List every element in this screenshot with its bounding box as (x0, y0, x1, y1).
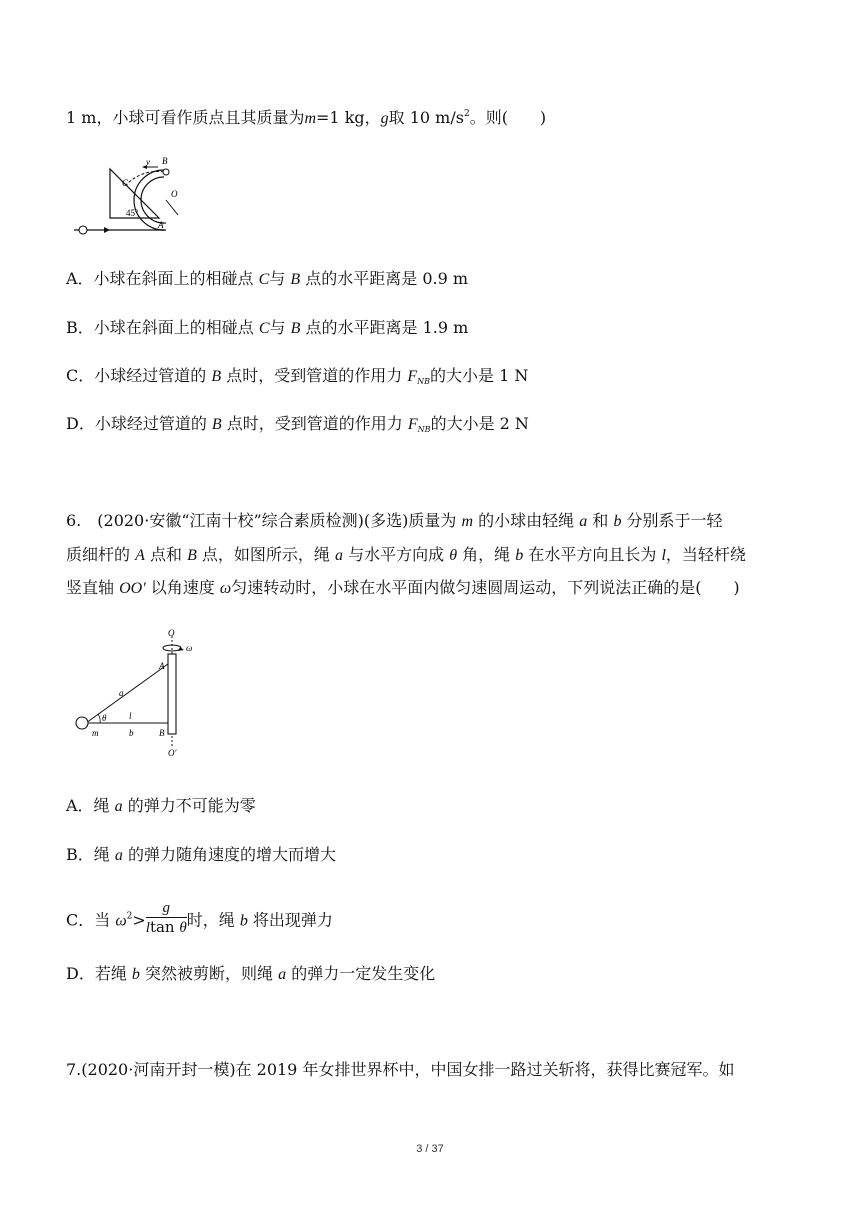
ball (79, 226, 87, 234)
fraction (146, 900, 187, 936)
var: B (290, 271, 301, 288)
q5-option-c (66, 366, 528, 392)
ball-at-B (163, 169, 169, 175)
text: A．小球在斜面上的相碰点 (66, 269, 259, 288)
page-number: 3 / 37 (416, 1143, 444, 1155)
var: A (135, 547, 145, 564)
text: 质细杆的 (66, 545, 136, 564)
text: 的大小是 2 N (430, 414, 529, 433)
var: b (239, 912, 248, 930)
q6-line-2 (66, 545, 746, 566)
label-B: B (162, 156, 168, 166)
text: 和 (587, 511, 614, 530)
label-v: v (146, 157, 150, 167)
label-B: B (159, 728, 165, 738)
text: 将出现弹力 (247, 910, 333, 930)
text: 竖直轴 (66, 578, 120, 597)
text: 1 m，小球可看作质点且其质量为 (66, 108, 305, 127)
var: b (515, 547, 524, 564)
var-m: m (304, 110, 317, 127)
label-A: A (159, 661, 165, 671)
label-O: O (168, 628, 175, 638)
var: C (258, 271, 270, 288)
var: F (407, 368, 418, 385)
subscript: NB (417, 425, 431, 434)
text: tan (149, 918, 175, 936)
var: a (335, 547, 344, 564)
q6-figure (72, 626, 212, 761)
var: B (187, 547, 197, 564)
rod (168, 654, 176, 734)
var: m (461, 513, 474, 530)
radius-line (166, 200, 178, 215)
text: 的弹力不可能为零 (122, 796, 256, 815)
angle-arc (98, 714, 100, 723)
label-theta: θ (102, 713, 107, 723)
var-g: g (380, 110, 389, 127)
q6-option-b (66, 845, 336, 866)
text: 与 (269, 269, 291, 288)
exponent: 2 (463, 109, 470, 119)
text: ，当轻杆绕 (665, 545, 746, 564)
text: 突然被剪断，则绳 (139, 964, 279, 983)
text: 6. (2020·安徽“江南十校”综合素质检测)(多选)质量为 (66, 511, 462, 530)
text: 分别系于一轻 (621, 511, 723, 530)
q6-line-3 (66, 578, 740, 599)
q5-intro-line (66, 104, 546, 129)
var: θ (179, 920, 187, 936)
text: 。则( ) (469, 108, 547, 127)
tube-inner (141, 177, 164, 223)
q5-option-a (66, 269, 468, 290)
var: ω (219, 580, 232, 597)
text: C．小球经过管道的 (66, 366, 212, 385)
text: 点的水平距离是 0.9 m (300, 269, 469, 288)
q6-option-d (66, 964, 435, 985)
label-O-prime: O′ (168, 748, 177, 758)
label-omega: ω (186, 643, 193, 653)
var: a (278, 966, 287, 983)
exponent: 2 (126, 911, 133, 922)
label-m: m (92, 728, 99, 738)
text: 的弹力一定发生变化 (286, 964, 436, 983)
q5-option-d (66, 414, 529, 440)
text: D．小球经过管道的 (66, 414, 212, 433)
text: 点和 (144, 545, 188, 564)
text: 角，绳 (457, 545, 516, 564)
text: 的大小是 1 N (429, 366, 529, 385)
var: B (211, 368, 222, 385)
text: 与 (269, 318, 291, 337)
denominator (146, 919, 187, 936)
label-angle: 45° (126, 208, 139, 218)
label-l: l (129, 711, 132, 721)
var: l (661, 547, 666, 564)
var: C (258, 320, 270, 337)
text: 匀速转动时，小球在水平面内做匀速圆周运动，下列说法正确的是( ) (231, 578, 740, 597)
text: C．当 (66, 910, 116, 930)
subscript: NB (417, 377, 430, 386)
q7-line-1: 7.(2020·河南开封一模)在 2019 年女排世界杯中，中国女排一路过关斩将，获得比赛冠军。如 (66, 1060, 735, 1079)
var: θ (449, 547, 458, 564)
var: OO′ (119, 580, 146, 597)
text: =1 kg， (316, 108, 381, 127)
var: l (145, 920, 150, 936)
text: D．若绳 (66, 964, 132, 983)
text: 点，如图所示，绳 (196, 545, 336, 564)
text: 取 10 m/s (388, 108, 464, 127)
text: 与水平方向成 (343, 545, 450, 564)
q5-option-b (66, 318, 468, 339)
label-A: A (158, 220, 164, 230)
q6-option-c (66, 900, 333, 939)
var: a (114, 798, 123, 815)
text: A．绳 (66, 796, 115, 815)
var: B (211, 416, 222, 433)
text: 在水平方向且长为 (523, 545, 662, 564)
text: 的弹力随角速度的增大而增大 (122, 845, 336, 864)
label-O: O (171, 189, 178, 199)
ball (76, 717, 88, 729)
text: B．小球在斜面上的相碰点 (66, 318, 259, 337)
q5-figure (70, 155, 220, 240)
numerator: g (162, 900, 171, 916)
var: b (613, 513, 622, 530)
q6-line-1 (66, 511, 723, 532)
text: 的小球由轻绳 (473, 511, 580, 530)
var: a (114, 847, 123, 864)
label-C: C (122, 178, 129, 188)
text: 时，绳 (186, 910, 240, 930)
text: B．绳 (66, 845, 115, 864)
arrow-head (104, 227, 110, 233)
var: a (579, 513, 588, 530)
var: F (407, 416, 418, 433)
text: 以角速度 (145, 578, 220, 597)
symbol: > (132, 910, 146, 930)
text: 点时，受到管道的作用力 (221, 366, 408, 385)
var: b (131, 966, 140, 983)
var: ω (115, 912, 127, 930)
label-a: a (119, 688, 124, 698)
q6-option-a (66, 796, 256, 817)
text: 点的水平距离是 1.9 m (300, 318, 469, 337)
label-b: b (129, 728, 134, 738)
var: B (290, 320, 301, 337)
text: 点时，受到管道的作用力 (221, 414, 408, 433)
